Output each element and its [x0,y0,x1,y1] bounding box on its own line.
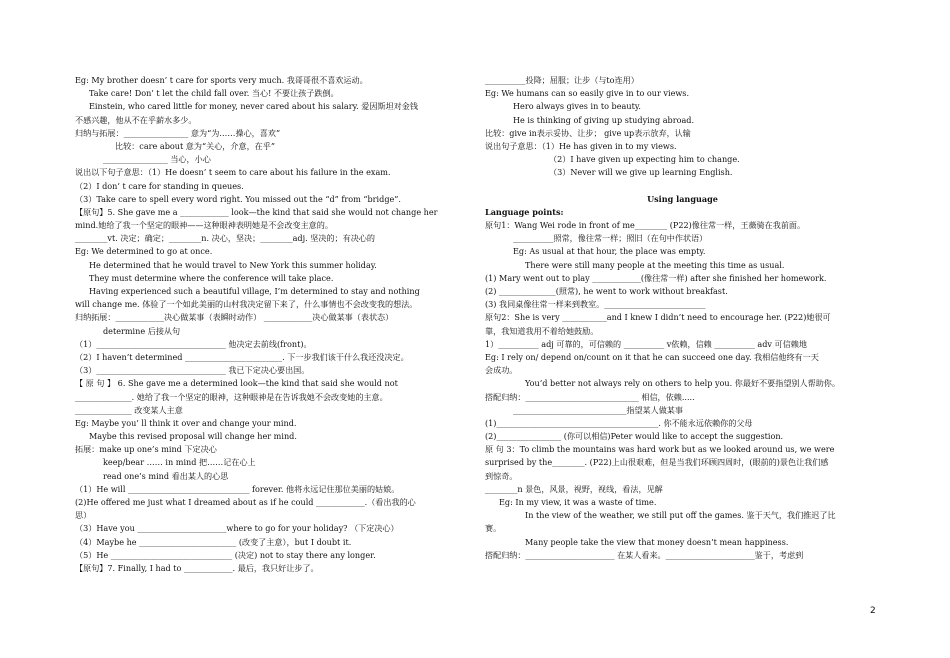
text-line: 思） [75,510,92,521]
text-line: ______________ 改变某人主意 [75,404,183,415]
text-line: ____________________________指望某人做某事 [513,404,683,415]
text-line: Eg: We determined to go at once. [75,246,213,257]
text-line: （1）________________________________ 他决定去前线(front)。 [75,338,312,349]
text-line: （2）I haven’t determined ________________________. 下一步我们该干什么我还没决定。 [75,351,409,362]
text-line: 【原句】5. She gave me a ____________ look—the kind that said she would not change her [75,206,438,217]
text-line: 说出以下句子意思：（1）He doesn’ t seem to care about his failure in the exam. [75,167,391,178]
text-line: Eg: As usual at that hour, the place was empty. [513,246,706,257]
text-line: (2) ______________(照常), he went to work without breakfast. [485,286,728,296]
text-line: 搭配归纳：______________________ 在某人看来。______________________鉴于，考虑到 [485,549,804,560]
text-line: 原 句 3：To climb the mountains was hard work but as we looked around us, we were [485,444,835,455]
text-line: mind.她给了我一个坚定的眼神——这种眼神表明她是不会改变主意的。 [75,220,333,231]
text-line: 【原句】7. Finally, I had to ____________. 最后，我只好让步了。 [75,562,319,573]
right-column [485,74,880,562]
text-line: 靠，我知道我用不着给她鼓励。 [485,325,599,336]
text-line: He determined that he would travel to New York this summer holiday. [89,259,377,270]
text-line: Eg: We humans can so easily give in to our views. [485,88,690,99]
text-line: ______________. 她给了我一个坚定的眼神，这种眼神是在告诉我她不会改变她的主意。 [75,391,388,402]
text-line: Having experienced such a beautiful village, I’m determined to stay and nothing [89,286,420,296]
text-line: 比较：care about 意为“关心，介意，在乎” [115,140,276,151]
text-line: He is thinking of giving up studying abroad. [513,114,695,125]
page-number: 2 [870,606,876,616]
text-line: __________投降；屈服；让步（与to连用） [485,75,639,85]
text-line: (1)________________________________________. 你不能永远依赖你的父母 [485,417,753,428]
text-line: ________________ 当心，小心 [103,154,211,165]
text-line: 不感兴趣，他从不在乎薪水多少。 [75,114,197,125]
text-line: Using language [647,193,718,204]
text-line: (3) 我同桌像往常一样来到教室。_________________________ [485,299,706,310]
text-line: 说出句子意思：（1）He has given in to my views. [485,140,677,151]
text-line: will change me. 体验了一个如此美丽的山村我决定留下来了，什么事情也不会改变我的想法。 [75,299,418,310]
text-line: Maybe this revised proposal will change her mind. [89,431,297,442]
text-line: surprised by the________. (P22)上山很艰难，但是当我们环顾四周时，(眼前的)景色让我们感 [485,457,829,468]
text-line: 原句1：Wang Wei rode in front of me________ (P22)像往常一样，王薇骑在我前面。 [485,220,806,231]
text-line: They must determine where the conference will take place. [89,272,334,283]
text-line: ________vt. 决定；确定；________n. 决心，坚决；________adj. 坚决的；有决心的 [75,233,375,244]
text-line: Language points: [485,206,564,217]
text-line: Eg: My brother doesn’ t care for sports very much. 我哥哥很不喜欢运动。 [75,75,368,85]
text-line [485,180,880,193]
text-line: There were still many people at the meeting this time as usual. [525,259,785,270]
text-line: 【 原 句 】 6. She gave me a determined look—the kind that said she would not [75,378,398,389]
text-line: Eg: In my view, it was a waste of time. [499,497,657,507]
text-line: (1) Mary went out to play ____________(像往常一样) after she finished her homework. [485,272,827,283]
text-line: (2)He offered me just what I dreamed about as if he could ____________.（看出我的心 [75,497,416,507]
text-line: （3）Never will we give up learning English. [549,167,733,178]
text-line: 到惊奇。 [485,470,518,481]
text-line: 归纳拓展：____________决心做某事（表瞬时动作） ____________决心做某事（表状态） [75,312,394,323]
text-line: You’d better not always rely on others to help you. 你最好不要指望别人帮助你。 [525,378,840,389]
text-line: （5）He ______________________________ (决定) not to stay there any longer. [75,549,376,560]
text-line: Einstein, who cared little for money, never cared about his salary. 爱因斯坦对金钱 [89,101,418,112]
text-line: read one’s mind 看出某人的心思 [103,470,229,481]
text-line: （3）Take care to spell every word right. You missed out the “d” from “bridge”. [75,193,402,204]
text-line: In the view of the weather, we still put off the games. 鉴于天气，我们推迟了比 [525,510,836,521]
text-line: Take care! Don’ t let the child fall over. 当心! 不要让孩子跌倒。 [89,88,339,99]
left-column [75,74,470,575]
text-line: 原句2：She is very ___________and I knew I didn’t need to encourage her. (P22)她很可 [485,312,831,323]
text-line: 归纳与拓展：________________ 意为“为……操心，喜欢” [75,127,281,138]
text-line: 赛。 [485,523,502,534]
text-line: 比较：give in表示妥协、让步； give up表示放弃，认输 [485,127,691,138]
text-line: 1）__________ adj 可靠的，可信赖的 __________ v依赖，信赖 __________ adv 可信赖地 [485,338,807,349]
text-line: （3）Have you ______________________where to go for your holiday? （下定决心） [75,523,399,534]
text-line: 会成功。 [485,365,518,376]
text-line: keep/bear …… in mind 把……记在心上 [103,457,256,468]
text-line: Eg: I rely on/ depend on/count on it that he can succeed one day. 我相信他终有一天 [485,351,819,362]
text-line: （3）________________________________ 我已下定决心要出国。 [75,365,310,376]
text-line: （4）Maybe he ________________________ (改变了主意），but I doubt it. [75,536,352,547]
text-line: 搭配归纳：____________________________ 相信，依赖..... [485,391,695,402]
text-line: Hero always gives in to beauty. [513,101,641,112]
text-line: （1）He will ______________________________ forever. 他将永远记住那位美丽的姑娘。 [75,483,400,494]
text-line: ________n 景色，风景，视野，视线，看法，见解 [485,483,663,494]
text-line: (2)________________ (你可以相信)Peter would like to accept the suggestion. [485,431,784,442]
text-line: Many people take the view that money doesn’t mean happiness. [525,536,789,547]
text-line: Eg: Maybe you’ ll think it over and change your mind. [75,417,297,428]
text-line: determine 后接从句 [103,325,181,336]
text-line: （2）I don’ t care for standing in queues. [75,180,244,191]
text-line: （2）I have given up expecting him to change. [549,154,740,165]
text-line: 拓展：make up one’s mind 下定决心 [75,444,217,455]
text-line: __________照常，像往常一样；照旧（在句中作状语） [513,233,708,244]
